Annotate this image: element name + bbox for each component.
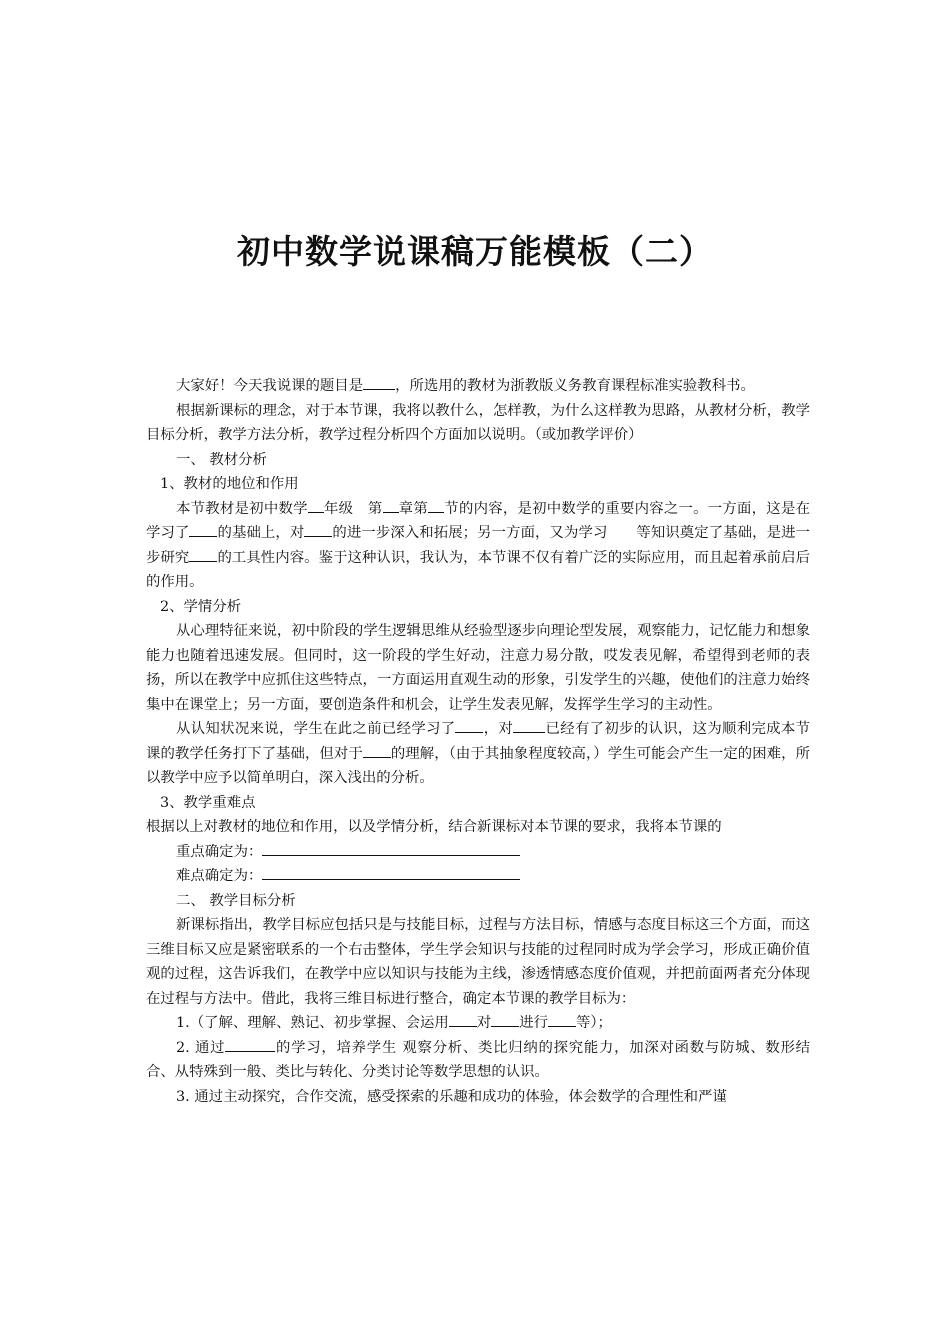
text-run: 的基础上，对 <box>217 525 305 541</box>
blank-line <box>455 718 483 733</box>
text-run: 已经有了初步的认识，这为顺利完成本节课的教学任务打下了基础，但对于 <box>146 721 810 762</box>
subheading-student-analysis: 2、学情分析 <box>160 598 242 615</box>
blank-line <box>491 1012 519 1027</box>
blank-line <box>513 718 545 733</box>
subheading-key-difficult-points: 3、教学重难点 <box>160 794 256 811</box>
blank-line <box>363 743 391 758</box>
section-heading-goal-analysis: 二、 教学目标分析 <box>176 892 296 909</box>
blank-line <box>363 375 395 390</box>
text-run: 2. 通过 <box>176 1039 226 1056</box>
blank-line <box>548 1012 576 1027</box>
goal-item-1 <box>146 1011 810 1036</box>
text-run: 从认知状况来说，学生在此之前已经学习了 <box>176 721 456 737</box>
blank-line <box>304 522 332 537</box>
difficult-point-line <box>146 864 810 889</box>
blank-line <box>189 522 217 537</box>
blank-line <box>225 1037 275 1052</box>
goal-item-3: 3. 通过主动探究，合作交流，感受探索的乐趣和成功的体验，体会数学的合理性和严谨 <box>176 1088 727 1105</box>
section-heading-textbook-analysis: 一、 教材分析 <box>176 451 267 468</box>
goal-item-2 <box>146 1036 810 1085</box>
difficult-point-blank <box>262 865 520 880</box>
text-run: 的学习，培养学生 观察分析、类比归纳的探究能力，加深对函数与防城、数形结合、从特殊到一般、类比与转化、分类讨论等数学思想的认识。 <box>146 1039 810 1080</box>
key-point-line <box>146 840 810 865</box>
text-run: 的进一步深入和拓展；另一方面，又为学习 等知识奠定了基础，是进一步研究 <box>146 525 810 566</box>
text-run: 的理解，（由于其抽象程度较高，）学生可能会产生一定的困难，所以教学中应予以简单明白，深入浅出的分析。 <box>146 745 810 786</box>
text-run: 本节教材是初中数学 <box>176 500 308 517</box>
document-title: 初中数学说课稿万能模板（二） <box>237 232 713 271</box>
text-run: 大家好！今天我说课的题目是 <box>176 378 364 394</box>
textbook-paragraph <box>146 497 810 595</box>
intro-paragraph <box>146 374 810 399</box>
text-run: 进行 <box>519 1015 548 1031</box>
psychology-paragraph: 从心理特征来说，初中阶段的学生逻辑思维从经验型逐步向理论型发展，观察能力，记忆能力和想象能力也随着迅速发展。但同时，这一阶段的学生好动，注意力易分散，哎发表见解，希望得到老师的表扬，所以在教学中应抓住这些特点，一方面运用直观生动的形象，引发学生的兴趣，使他们的注意力始终集中在课堂上；另一方面，要创造条件和机会，让学生发表见解，发挥学生学习的主动性。 <box>146 623 810 713</box>
text-run: 的工具性内容。鉴于这种认识，我认为，本节课不仅有着广泛的实际应用，而且起着承前启后的作用。 <box>146 549 810 590</box>
text-run: ，对 <box>483 721 514 737</box>
cognition-paragraph <box>146 717 810 791</box>
text-run: 对 <box>476 1015 492 1031</box>
curriculum-paragraph: 新课标指出，教学目标应包括只是与技能目标，过程与方法目标，情感与态度目标这三个方面，而这三维目标又应是紧密联系的一个右击整体，学生学会知识与技能的过程同时成为学会学习，形成正确价值观的过程，这告诉我们，在教学中应以知识与技能为主线，渗透情感态度价值观，并把前面两者充分体现在过程与方法中。借此，我将三维目标进行整合，确定本节课的教学目标为： <box>146 917 810 1007</box>
blank-line <box>308 498 324 513</box>
blank-line <box>449 1012 477 1027</box>
difficult-point-label: 难点确定为： <box>176 868 263 884</box>
key-point-blank <box>262 841 520 856</box>
document-body <box>146 374 810 1109</box>
text-run: 1.（了解、理解、熟记、初步掌握、会运用 <box>176 1015 449 1031</box>
key-points-intro: 根据以上对教材的地位和作用，以及学情分析，结合新课标对本节课的要求，我将本节课的 <box>146 819 722 835</box>
key-point-label: 重点确定为： <box>176 843 263 860</box>
blank-line <box>383 498 399 513</box>
text-run: 等）； <box>575 1015 612 1031</box>
blank-line <box>428 498 444 513</box>
text-run: 章第 <box>398 500 429 517</box>
approach-paragraph: 根据新课标的理念，对于本节课，我将以教什么，怎样教，为什么这样教为思路，从教材分析，教学目标分析，教学方法分析，教学过程分析四个方面加以说明。（或加教学评价） <box>146 402 810 443</box>
text-run: 节的内容，是初中数学的重要内容之一。一方面，这是在学习了 <box>146 500 810 541</box>
text-run: ，所选用的教材为浙教版义务教育课程标准实验教科书。 <box>395 378 755 394</box>
text-run: 年级 第 <box>323 500 383 517</box>
subheading-position-role: 1、教材的地位和作用 <box>160 476 299 492</box>
blank-line <box>189 547 217 562</box>
